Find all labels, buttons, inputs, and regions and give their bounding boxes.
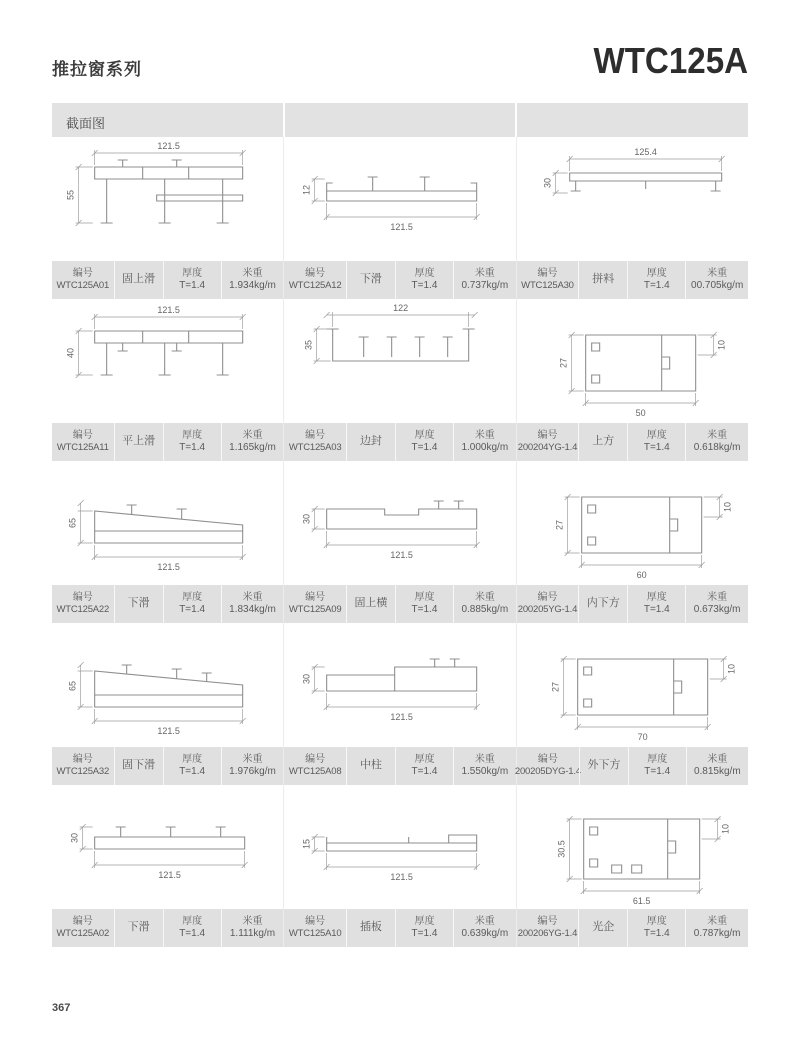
cross-section-diagram: [517, 299, 748, 423]
cross-section-diagram: [52, 299, 283, 423]
profile-cell-wtc125a10: [283, 785, 515, 947]
spec-name: 平上滑: [114, 423, 163, 461]
spec-code: 编号 WTC125A32: [56, 753, 110, 778]
spec-thickness: 厚度 T=1.4: [628, 747, 686, 785]
profile-cell-wtc125a08: [283, 623, 515, 785]
profile-cell-wtc125a32: [52, 623, 283, 785]
spec-name: 边封: [346, 423, 395, 461]
spec-thickness: 厚度 T=1.4: [163, 261, 221, 299]
profile-cell-wtc125a02: [52, 785, 283, 947]
spec-code: 编号 WTC125A09: [288, 591, 342, 616]
svg-text:30: 30: [69, 832, 80, 844]
spec-name: 下滑: [114, 585, 163, 623]
profile-drawing: [52, 785, 283, 909]
spec-weight: 米重 0.815kg/m: [686, 747, 748, 785]
profile-cell-wtc125a12: [283, 137, 515, 299]
spec-weight: 米重 1.165kg/m: [221, 423, 284, 461]
table-row: [52, 299, 748, 461]
spec-code: 编号 WTC125A22: [56, 591, 110, 616]
spec-thickness: 厚度 T=1.4: [163, 909, 221, 947]
cross-section-diagram: [284, 785, 515, 909]
svg-text:121.5: 121.5: [390, 550, 414, 560]
spec-weight: 米重 1.111kg/m: [221, 909, 284, 947]
profile-drawing: [52, 299, 283, 423]
svg-text:30.5: 30.5: [556, 840, 567, 858]
spec-code: 编号 WTC125A01: [56, 267, 110, 292]
svg-text:30: 30: [301, 513, 312, 525]
table-row: [52, 461, 748, 623]
profile-drawing: [517, 461, 748, 585]
spec-weight: 米重 0.639kg/m: [453, 909, 516, 947]
svg-text:12: 12: [301, 184, 312, 196]
table-header-row: [52, 103, 748, 137]
svg-text:27: 27: [554, 519, 565, 531]
svg-text:60: 60: [636, 570, 647, 580]
profile-cell-wtc125a11: [52, 299, 283, 461]
spec-name: 光企: [578, 909, 627, 947]
spec-code: 编号 WTC125A30: [521, 267, 574, 292]
svg-text:121.5: 121.5: [157, 141, 180, 151]
svg-text:27: 27: [558, 357, 569, 369]
spec-bar: [284, 747, 515, 785]
svg-text:70: 70: [637, 732, 648, 742]
spec-thickness: 厚度 T=1.4: [163, 585, 221, 623]
spec-code: 编号 WTC125A03: [288, 429, 342, 454]
spec-bar: [284, 423, 515, 461]
spec-code: 编号 WTC125A11: [56, 429, 109, 454]
svg-text:55: 55: [65, 189, 76, 201]
spec-bar: [517, 909, 748, 947]
spec-bar: [284, 261, 515, 299]
spec-bar: [52, 585, 283, 623]
svg-text:61.5: 61.5: [632, 896, 651, 906]
model-number: WTC125A: [593, 40, 748, 81]
spec-weight: 米重 1.550kg/m: [453, 747, 516, 785]
series-title: 推拉窗系列: [52, 60, 142, 79]
spec-weight: 米重 00.705kg/m: [685, 261, 748, 299]
spec-code: 编号 WTC125A08: [288, 753, 342, 778]
spec-weight: 米重 1.976kg/m: [221, 747, 284, 785]
svg-text:10: 10: [720, 823, 731, 835]
cross-section-diagram: [284, 137, 515, 261]
spec-code: 编号 WTC125A10: [288, 915, 342, 940]
profile-drawing: [517, 785, 748, 909]
spec-name: 固下滑: [114, 747, 163, 785]
spec-bar: [52, 261, 283, 299]
spec-weight: 米重 0.673kg/m: [685, 585, 748, 623]
spec-thickness: 厚度 T=1.4: [395, 909, 453, 947]
spec-bar: [52, 909, 283, 947]
spec-name: 内下方: [578, 585, 627, 623]
spec-bar: [517, 585, 748, 623]
spec-code: 编号 200206YG-1.4: [517, 915, 578, 940]
spec-code: 编号 200205DYG-1.4: [514, 753, 581, 778]
profile-drawing: [52, 461, 283, 585]
spec-name: 插板: [346, 909, 395, 947]
spec-name: 下滑: [114, 909, 163, 947]
spec-thickness: 厚度 T=1.4: [163, 747, 221, 785]
spec-name: 上方: [578, 423, 627, 461]
spec-code: 编号 WTC125A12: [288, 267, 342, 292]
profile-drawing: [284, 461, 515, 585]
svg-text:30: 30: [542, 177, 553, 189]
spec-thickness: 厚度 T=1.4: [395, 585, 453, 623]
cross-section-diagram: [52, 623, 283, 747]
profile-cell-200206yg: [516, 785, 748, 947]
svg-text:27: 27: [550, 681, 561, 693]
svg-text:65: 65: [67, 517, 78, 529]
cross-section-diagram: [52, 785, 283, 909]
svg-text:10: 10: [716, 339, 727, 351]
svg-text:121.5: 121.5: [157, 726, 180, 736]
svg-text:35: 35: [303, 339, 314, 351]
spec-bar: [284, 585, 515, 623]
spec-thickness: 厚度 T=1.4: [627, 423, 685, 461]
spec-thickness: 厚度 T=1.4: [395, 747, 453, 785]
svg-text:65: 65: [67, 680, 78, 692]
spec-thickness: 厚度 T=1.4: [163, 423, 221, 461]
svg-text:121.5: 121.5: [390, 872, 414, 882]
profile-drawing: [52, 137, 283, 261]
spec-weight: 米重 0.787kg/m: [685, 909, 748, 947]
cross-section-diagram: [517, 461, 748, 585]
profile-drawing: [284, 623, 515, 747]
svg-text:40: 40: [65, 347, 76, 359]
profile-drawing: [284, 137, 515, 261]
svg-text:10: 10: [722, 501, 733, 513]
profile-drawing: [517, 299, 748, 423]
spec-name: 外下方: [579, 747, 628, 785]
profile-cell-wtc125a30: [516, 137, 748, 299]
spec-weight: 米重 0.618kg/m: [685, 423, 748, 461]
spec-bar: [284, 909, 515, 947]
svg-text:50: 50: [635, 408, 646, 418]
page-number: 367: [52, 1002, 71, 1014]
cross-section-diagram: [517, 785, 748, 909]
spec-thickness: 厚度 T=1.4: [395, 423, 453, 461]
spec-weight: 米重 1.000kg/m: [453, 423, 516, 461]
spec-code: 编号 200205YG-1.4: [517, 591, 578, 616]
profile-cell-wtc125a01: [52, 137, 283, 299]
profile-cell-wtc125a22: [52, 461, 283, 623]
table-header-cell: [283, 103, 516, 137]
spec-weight: 米重 1.834kg/m: [221, 585, 284, 623]
cross-section-diagram: [517, 137, 748, 261]
cross-section-diagram: [517, 623, 748, 747]
svg-text:122: 122: [393, 303, 409, 313]
profile-cell-200205yg: [516, 461, 748, 623]
spec-name: 下滑: [346, 261, 395, 299]
spec-bar: [514, 747, 748, 785]
profile-drawing: [284, 785, 515, 909]
cross-section-diagram: [284, 299, 515, 423]
profile-cell-wtc125a03: [283, 299, 515, 461]
spec-name: 中柱: [346, 747, 395, 785]
svg-text:121.5: 121.5: [390, 712, 414, 722]
svg-text:121.5: 121.5: [157, 562, 180, 572]
svg-text:121.5: 121.5: [157, 305, 180, 315]
profile-cell-200205dyg: [516, 623, 748, 785]
cross-section-diagram: [284, 623, 515, 747]
spec-thickness: 厚度 T=1.4: [627, 261, 685, 299]
profile-cell-wtc125a09: [283, 461, 515, 623]
svg-text:10: 10: [726, 663, 737, 675]
table-header-cell: [52, 103, 283, 137]
spec-name: 拼料: [578, 261, 627, 299]
spec-bar: [52, 747, 283, 785]
svg-text:121.5: 121.5: [390, 222, 414, 232]
spec-thickness: 厚度 T=1.4: [627, 909, 685, 947]
svg-text:30: 30: [301, 673, 312, 685]
spec-name: 固上滑: [114, 261, 163, 299]
spec-code: 编号 WTC125A02: [56, 915, 110, 940]
svg-text:125.4: 125.4: [634, 147, 657, 157]
svg-text:15: 15: [301, 838, 312, 850]
svg-text:121.5: 121.5: [158, 870, 181, 880]
profile-table: [52, 103, 748, 947]
section-label: 截面图: [66, 116, 106, 131]
spec-bar: [517, 261, 748, 299]
profile-drawing: [52, 623, 283, 747]
profile-drawing: [517, 137, 748, 261]
cross-section-diagram: [52, 461, 283, 585]
spec-thickness: 厚度 T=1.4: [395, 261, 453, 299]
table-row: [52, 137, 748, 299]
cross-section-diagram: [52, 137, 283, 261]
table-header-cell: [515, 103, 748, 137]
spec-thickness: 厚度 T=1.4: [627, 585, 685, 623]
table-row: [52, 785, 748, 947]
spec-weight: 米重 1.934kg/m: [221, 261, 284, 299]
spec-code: 编号 200204YG-1.4: [517, 429, 578, 454]
spec-weight: 米重 0.737kg/m: [453, 261, 516, 299]
profile-cell-200204yg: [516, 299, 748, 461]
spec-bar: [517, 423, 748, 461]
profile-drawing: [284, 299, 515, 423]
cross-section-diagram: [284, 461, 515, 585]
spec-bar: [52, 423, 283, 461]
spec-weight: 米重 0.885kg/m: [453, 585, 516, 623]
spec-name: 固上横: [346, 585, 395, 623]
profile-drawing: [517, 623, 748, 747]
table-row: [52, 623, 748, 785]
